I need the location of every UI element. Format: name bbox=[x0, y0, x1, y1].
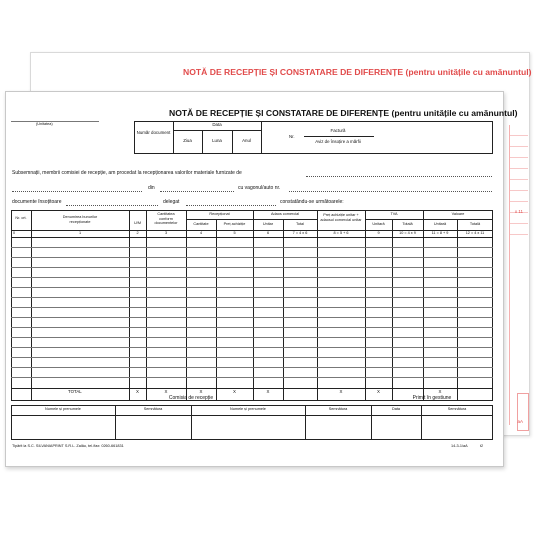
factura-label: Factură bbox=[330, 128, 346, 133]
ziua-label: Ziua bbox=[183, 138, 192, 143]
table-row bbox=[11, 357, 493, 358]
col-denumire: Denumirea bunurilor recepționate bbox=[62, 215, 98, 224]
col-valoare-unitara: Unitară bbox=[433, 222, 447, 226]
total-x-cant-doc: X bbox=[164, 389, 168, 394]
total-x-tva: X bbox=[377, 389, 380, 394]
semnatura-1-label: Semnătura bbox=[143, 407, 163, 411]
col-adaos-total: Total bbox=[295, 222, 305, 226]
from-field[interactable] bbox=[12, 191, 142, 192]
col-tva: TVA bbox=[390, 212, 398, 216]
table-row bbox=[11, 257, 493, 258]
table-row bbox=[11, 377, 493, 378]
idx-10: 10 = 4 x 9 bbox=[399, 231, 416, 235]
col-adaos: Adaos comercial bbox=[270, 212, 300, 216]
table-row bbox=[11, 287, 493, 288]
table-row bbox=[11, 367, 493, 368]
total-label: TOTAL bbox=[68, 389, 82, 394]
table-row bbox=[11, 297, 493, 298]
luna-label: Luna bbox=[212, 138, 222, 143]
col-receptionat: Recepționat bbox=[209, 212, 230, 216]
col-valoare-totala: Totală bbox=[469, 222, 481, 226]
idx-4: 4 bbox=[199, 231, 203, 235]
primit-label: Primit în gestiune bbox=[412, 395, 452, 401]
table-row bbox=[11, 337, 493, 338]
col-pret-unitar: Preț achiziție unitar + adaosul comercial unitar bbox=[320, 213, 362, 222]
back-right-box bbox=[517, 393, 529, 431]
idx-5: 5 bbox=[233, 231, 236, 235]
constatand-label: constatându-se următoarele: bbox=[280, 199, 344, 205]
table-row bbox=[11, 347, 493, 348]
total-x-pret-unitar: X bbox=[339, 389, 343, 394]
vagon-label: cu vagonul/auto nr. bbox=[238, 185, 281, 191]
comisia-label: Comisia de recepție bbox=[168, 395, 214, 401]
receipt-table bbox=[11, 210, 493, 401]
idx-11: 11 = 8 + 9 bbox=[431, 231, 449, 235]
idx-0: 0 bbox=[13, 231, 16, 235]
idx-3: 3 bbox=[164, 231, 168, 235]
commission-text: Subsemnații, membrii comisiei de recepție, am procedat la recepționarea valorilor materiale furnizate de bbox=[12, 170, 242, 176]
col-cantitate: Cantitate bbox=[193, 222, 209, 226]
unit-line bbox=[11, 121, 99, 122]
semnatura-2-label: Semnătura bbox=[328, 407, 348, 411]
data-label: Data bbox=[212, 122, 222, 127]
nume-2-label: Numele și prenumele bbox=[230, 407, 266, 411]
supplier-field[interactable] bbox=[306, 176, 492, 177]
printer-note: Tipărit la S.C. SILVANIAPRINT S.R.L. Zalău, tel./fax: 0260-661831 bbox=[12, 444, 124, 448]
total-x-adaos: X bbox=[266, 389, 270, 394]
front-sheet bbox=[5, 91, 518, 467]
total-x-cantitate: X bbox=[199, 389, 203, 394]
back-sheet-title: NOTĂ DE RECEPȚIE ȘI CONSTATARE DE DIFERENȚE (pentru unitățile cu amănuntul) bbox=[183, 67, 532, 77]
form-code: 14-3-1/aA bbox=[451, 444, 468, 448]
table-row bbox=[11, 327, 493, 328]
col-valoare: Valoare bbox=[451, 212, 465, 216]
data-footer-label: Data bbox=[391, 407, 401, 411]
total-x-um: X bbox=[136, 389, 139, 394]
idx-2: 2 bbox=[136, 231, 139, 235]
idx-7: 7 = 4 x 6 bbox=[292, 231, 308, 235]
table-row bbox=[11, 247, 493, 248]
form-code-suffix: t2 bbox=[480, 444, 484, 448]
back-right-number: x 11 bbox=[514, 209, 523, 214]
idx-9: 9 bbox=[377, 231, 380, 235]
col-cant-doc: Cantitatea conform documentelor bbox=[154, 212, 178, 226]
col-nr-crt: Nr. crt. bbox=[15, 216, 27, 220]
table-row bbox=[11, 267, 493, 268]
vagon-field[interactable] bbox=[289, 191, 492, 192]
idx-8: 8 = 5 + 6 bbox=[333, 231, 349, 235]
col-adaos-unitar: Unitar bbox=[262, 222, 274, 226]
form-title: NOTĂ DE RECEPȚIE ȘI CONSTATARE DE DIFERENȚE (pentru unitățile cu amănuntul) bbox=[169, 108, 518, 118]
table-row bbox=[11, 277, 493, 278]
table-row bbox=[11, 307, 493, 308]
total-x-pret: X bbox=[233, 389, 236, 394]
idx-6: 6 bbox=[266, 231, 270, 235]
delegat-label: delegat bbox=[163, 199, 180, 205]
col-pret-achizitie: Preț achiziție bbox=[223, 222, 246, 226]
documente-field[interactable] bbox=[66, 205, 158, 206]
semnatura-3-label: Semnătura bbox=[447, 407, 467, 411]
numar-document-label: Număr document bbox=[136, 130, 171, 135]
total-x-valoare: X bbox=[438, 389, 442, 394]
delegat-field[interactable] bbox=[186, 205, 276, 206]
back-code: aA bbox=[517, 419, 523, 424]
din-field[interactable] bbox=[160, 191, 234, 192]
idx-12: 12 = 4 x 11 bbox=[465, 231, 485, 235]
idx-1: 1 bbox=[78, 231, 82, 235]
back-right-columns bbox=[509, 125, 528, 425]
col-tva-unitara: Unitară bbox=[372, 222, 385, 226]
col-tva-totala: Totală bbox=[402, 222, 413, 226]
col-um: U/M bbox=[134, 221, 141, 225]
unit-label: (Unitatea) bbox=[36, 122, 53, 126]
nr-label: Nr. bbox=[289, 134, 295, 139]
documente-label: documente însoțitoare bbox=[12, 199, 62, 205]
din-label: din bbox=[148, 185, 155, 191]
aviz-label: Aviz de însoțire a mărfii bbox=[315, 139, 361, 144]
anul-label: Anul bbox=[242, 138, 251, 143]
table-row bbox=[11, 317, 493, 318]
nume-1-label: Numele și prenumele bbox=[45, 407, 81, 411]
